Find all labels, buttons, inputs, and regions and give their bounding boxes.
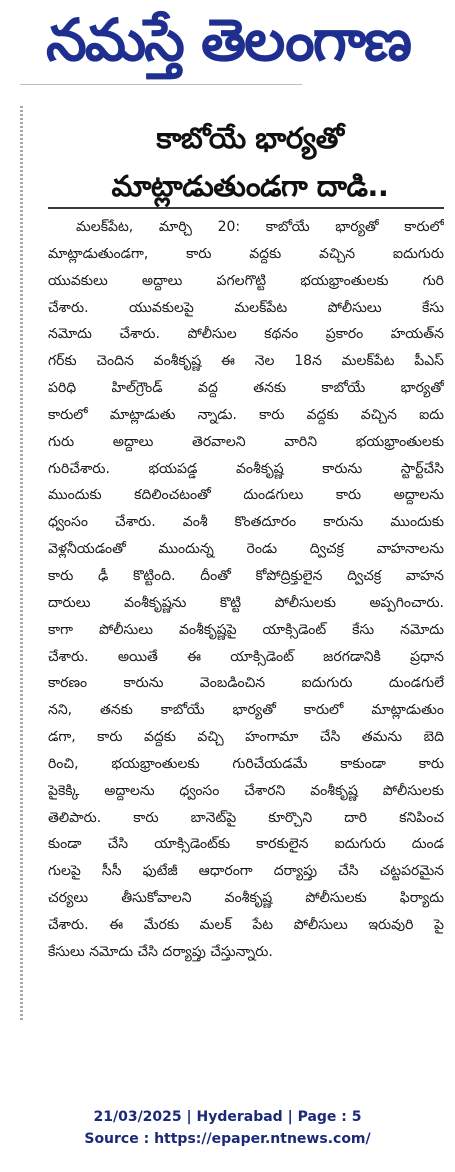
article-line: ముందుకు కదిలించటంతో దుండగులు కారు అద్దాలను <box>48 487 444 504</box>
article-line: తెలిపారు. కారు బానెట్‌పై కూర్చొని దారి కనిపించ <box>48 809 444 826</box>
article-line: గర్‌కు చెందిన వంశీకృష్ణ ఈ నెల 18న మలక్‌పేట పీఎస్ <box>48 353 444 370</box>
article-line: కారణం కారును వెంబడించిన ఐదుగురు దుండగులే <box>48 675 444 692</box>
headline-divider <box>48 207 444 209</box>
article-line: యువకులు అద్దాలు పగలగొట్టి భయభ్రాంతులకు గురి <box>48 272 444 289</box>
article-line: పైకెక్కి అద్దాలను ధ్వంసం చేశారని వంశీకృష్ణ పోలీసులకు <box>48 782 444 799</box>
article-line: చేశారు. అయితే ఈ యాక్సిడెంట్ జరగడానికి ప్రధాన <box>48 648 444 665</box>
article-line: కారులో మాట్లాడుతు న్నాడు. కారు వద్దకు వచ్చిన ఐదు <box>48 406 444 423</box>
clipping-left-border <box>20 106 23 1020</box>
article-line: చర్యలు తీసుకోవాలని వంశీకృష్ణ పోలీసులకు ఫిర్యాదు <box>48 890 444 907</box>
article-line: కారు ఢీ కొట్టింది. దీంతో కోపోద్రిక్తులైన ద్విచక్ర వాహన <box>48 567 444 584</box>
article-line: పరిధి హిల్‌గ్రౌండ్ వద్ద తనకు కాబోయే భార్యతో <box>48 380 444 397</box>
article-line: గులపై సీసీ ఫుటేజీ ఆధారంగా దర్యాప్తు చేసి చట్టపరమైన <box>48 863 444 880</box>
footer-dateline: 21/03/2025 | Hyderabad | Page : 5 <box>93 1109 362 1125</box>
headline-line-1: కాబోయే భార్యతో <box>156 121 344 155</box>
article-line: కుండా చేసి యాక్సిడెంట్‌కు కారకులైన ఐదుగురు దుండ <box>48 836 444 853</box>
article-line: గురిచేశారు. భయపడ్డ వంశీకృష్ణ కారును స్టార్ట్‌చేసి <box>48 460 444 477</box>
article-line: మలక్‌పేట, మార్చి 20: కాబోయే భార్యతో కారులో <box>76 219 444 235</box>
article-line: డగా, కారు వద్దకు వచ్చి హంగామా చేసి తమను బెది <box>48 729 444 746</box>
article-headline <box>80 114 420 210</box>
article-line: నమోదు చేశారు. పోలీసుల కథనం ప్రకారం హయత్‌న <box>48 326 444 343</box>
article-line: చేశారు. ఈ మేరకు మలక్ పేట పోలీసులు ఇరువురి పై <box>48 916 444 933</box>
news-clipping <box>20 106 444 1020</box>
article-line: రించి, భయభ్రాంతులకు గురిచేయడమే కాకుండా కారు <box>48 755 444 772</box>
masthead <box>0 0 455 96</box>
masthead-divider <box>20 84 302 85</box>
headline-line-2: మాట్లాడుతుండగా దాడి.. <box>111 169 389 203</box>
article-line: కేసులు నమోదు చేసి దర్యాప్తు చేస్తున్నారు. <box>48 943 273 960</box>
article-line: నని, తనకు కాబోయే భార్యతో కారులో మాట్లాడుతుం <box>48 702 444 719</box>
article-line: దారులు వంశీకృష్ణను కొట్టి పోలీసులకు అప్పగించారు. <box>48 594 444 611</box>
page-footer <box>0 1106 455 1150</box>
footer-source: Source : https://epaper.ntnews.com/ <box>84 1131 371 1147</box>
article-line: గురు అద్దాలు తెరవాలని వారిని భయభ్రాంతులకు <box>48 433 444 450</box>
newspaper-logo: నమస్తే తెలంగాణ <box>46 6 410 74</box>
article-body <box>48 214 444 966</box>
article-line: కాగా పోలీసులు వంశీకృష్ణపై యాక్సిడెంట్ కేసు నమోదు <box>48 621 444 638</box>
article-line: ధ్వంసం చేశారు. వంశీ కొంతదూరం కారును ముందుకు <box>48 514 444 531</box>
article-line: చేశారు. యువకులపై మలక్‌పేట పోలీసులు కేసు <box>48 299 444 316</box>
article-line: వెళ్లనీయడంతో ముందున్న రెండు ద్విచక్ర వాహనాలను <box>48 541 444 558</box>
article-line: మాట్లాడుతుండగా, కారు వద్దకు వచ్చిన ఐదుగురు <box>48 245 444 262</box>
